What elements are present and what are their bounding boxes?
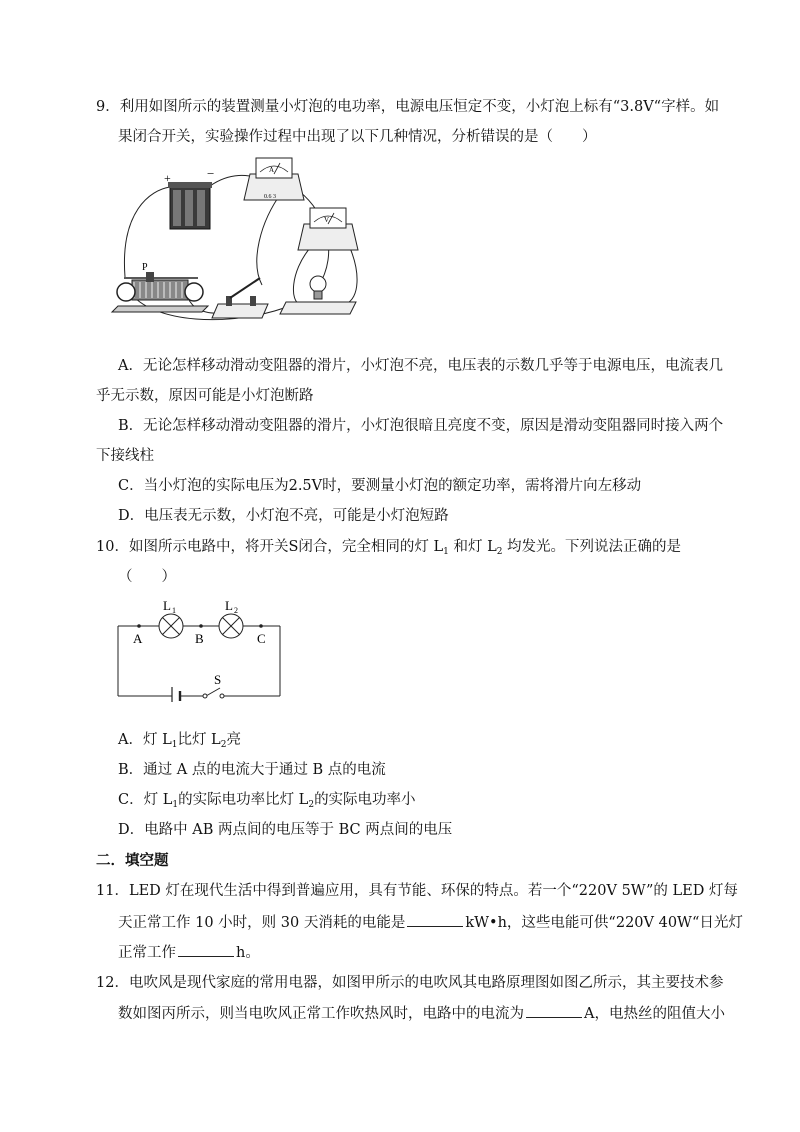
voltmeter-icon bbox=[298, 208, 358, 250]
switch-label: S bbox=[214, 672, 222, 687]
section-title: 二．填空题 bbox=[96, 853, 169, 869]
q10-circuit-diagram bbox=[112, 592, 287, 702]
voltmeter-letter: V bbox=[324, 216, 330, 224]
q9-stem-line2: 果闭合开关，实验操作过程中出现了以下几种情况，分析错误的是（ ） bbox=[118, 129, 597, 145]
battery-minus-label: − bbox=[207, 166, 215, 181]
lamp-l2-sub: 2 bbox=[234, 606, 238, 615]
lamp-l2-label: L bbox=[225, 598, 233, 613]
q9-option-a-line2: 乎无示数，原因可能是小灯泡断路 bbox=[96, 388, 314, 404]
node-a-dot bbox=[137, 624, 141, 628]
q11-line2: 天正常工作 10 小时，则 30 天消耗的电能是 kW•h，这些电能可供“220V 40W“日光灯 bbox=[118, 912, 743, 933]
q12-blank-1[interactable] bbox=[526, 1003, 582, 1018]
q11-line1: 11．LED 灯在现代生活中得到普遍应用，具有节能、环保的特点。若一个“220V 5W”的 LED 灯每 bbox=[96, 883, 738, 899]
point-c-label: C bbox=[257, 631, 266, 646]
ammeter-terminals: 0.6 3 bbox=[264, 194, 276, 200]
q10-stem-line2: （ ） bbox=[118, 569, 176, 585]
q10-stem-line1: 10．如图所示电路中，将开关S闭合，完全相同的灯 $L_1$ 和灯 $L_2$ 均发光。下列说法正确的是 bbox=[96, 539, 682, 557]
q9-stem-line1: 9．利用如图所示的装置测量小灯泡的电功率，电源电压恒定不变，小灯泡上标有“3.8V“字样。如 bbox=[96, 99, 720, 115]
q11-blank-1[interactable] bbox=[407, 912, 463, 927]
ammeter-letter: A bbox=[269, 166, 275, 174]
q9-option-d: D．电压表无示数，小灯泡不亮，可能是小灯泡短路 bbox=[118, 508, 449, 524]
knife-switch-icon bbox=[212, 278, 268, 318]
q10-option-d: D．电路中 AB 两点间的电压等于 BC 两点间的电压 bbox=[118, 822, 453, 838]
battery-icon bbox=[168, 182, 212, 229]
rheostat-icon bbox=[112, 272, 208, 312]
q11-blank-2[interactable] bbox=[178, 942, 234, 957]
switch-contact-icon bbox=[203, 694, 207, 698]
battery-plus-label: + bbox=[164, 171, 171, 185]
point-a-label: A bbox=[133, 631, 143, 646]
lamp-l1-label: L bbox=[163, 598, 171, 613]
node-c-dot bbox=[259, 624, 263, 628]
q10-option-a: A．灯 $L_1$比灯 $L_2$亮 bbox=[118, 732, 241, 750]
rheostat-slider-label: P bbox=[142, 262, 148, 273]
q12-line1: 12．电吹风是现代家庭的常用电器，如图甲所示的电吹风其电路原理图如图乙所示，其主要技术参 bbox=[96, 975, 724, 991]
lamp-l1-sub: 1 bbox=[172, 606, 176, 615]
q12-line2: 数如图丙所示，则当电吹风正常工作吹热风时，电路中的电流为 A，电热丝的阻值大小 bbox=[118, 1003, 725, 1024]
q9-option-c: C．当小灯泡的实际电压为2.5V时，要测量小灯泡的额定功率，需将滑片向左移动 bbox=[118, 478, 642, 494]
q9-option-a-line1: A．无论怎样移动滑动变阻器的滑片，小灯泡不亮，电压表的示数几乎等于电源电压，电流表几 bbox=[118, 358, 723, 374]
node-b-dot bbox=[199, 624, 203, 628]
q10-option-b: B．通过 A 点的电流大于通过 B 点的电流 bbox=[118, 762, 386, 778]
q10-option-c: C．灯 $L_1$的实际电功率比灯 $L_2$的实际电功率小 bbox=[118, 792, 416, 810]
q9-circuit-figure bbox=[110, 152, 370, 330]
q9-option-b-line2: 下接线柱 bbox=[96, 448, 154, 464]
point-b-label: B bbox=[195, 631, 204, 646]
lamp-icon bbox=[280, 276, 356, 314]
q9-option-b-line1: B．无论怎样移动滑动变阻器的滑片，小灯泡很暗且亮度不变，原因是滑动变阻器同时接入两个 bbox=[118, 418, 724, 434]
q11-line3: 正常工作 h。 bbox=[118, 942, 260, 963]
